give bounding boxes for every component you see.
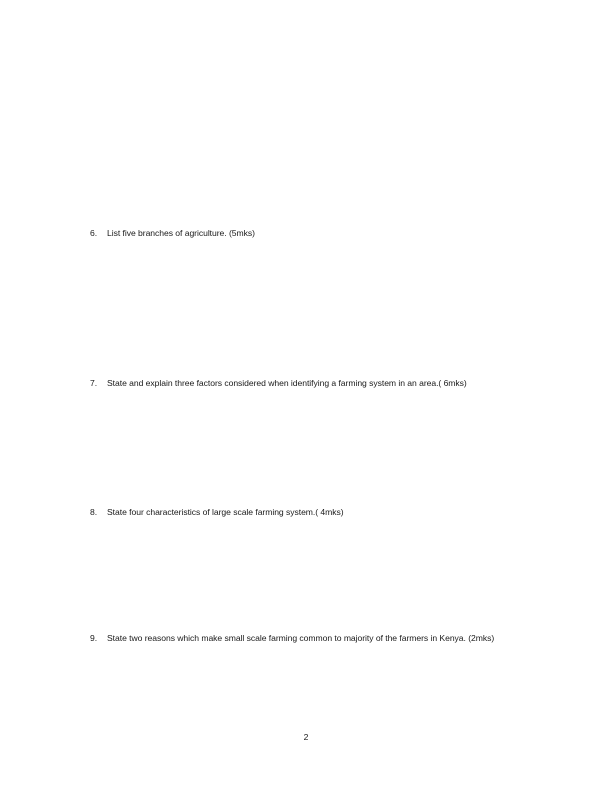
question-number: 6.	[90, 228, 98, 238]
question-text: List five branches of agriculture. (5mks)	[107, 228, 255, 238]
question-number: 7.	[90, 378, 98, 388]
question-9	[90, 631, 550, 646]
question-text: State and explain three factors considered when identifying a farming system in an area.( 6mks)	[107, 378, 467, 388]
question-number: 9.	[90, 633, 98, 643]
question-text: State four characteristics of large scale farming system.( 4mks)	[107, 507, 344, 517]
question-number: 8.	[90, 507, 98, 517]
question-text: State two reasons which make small scale farming common to majority of the farmers in Kenya. (2mks)	[107, 633, 495, 643]
question-8	[90, 505, 550, 520]
page-number: 2	[303, 732, 309, 742]
question-6	[90, 226, 550, 241]
question-7	[90, 376, 550, 391]
